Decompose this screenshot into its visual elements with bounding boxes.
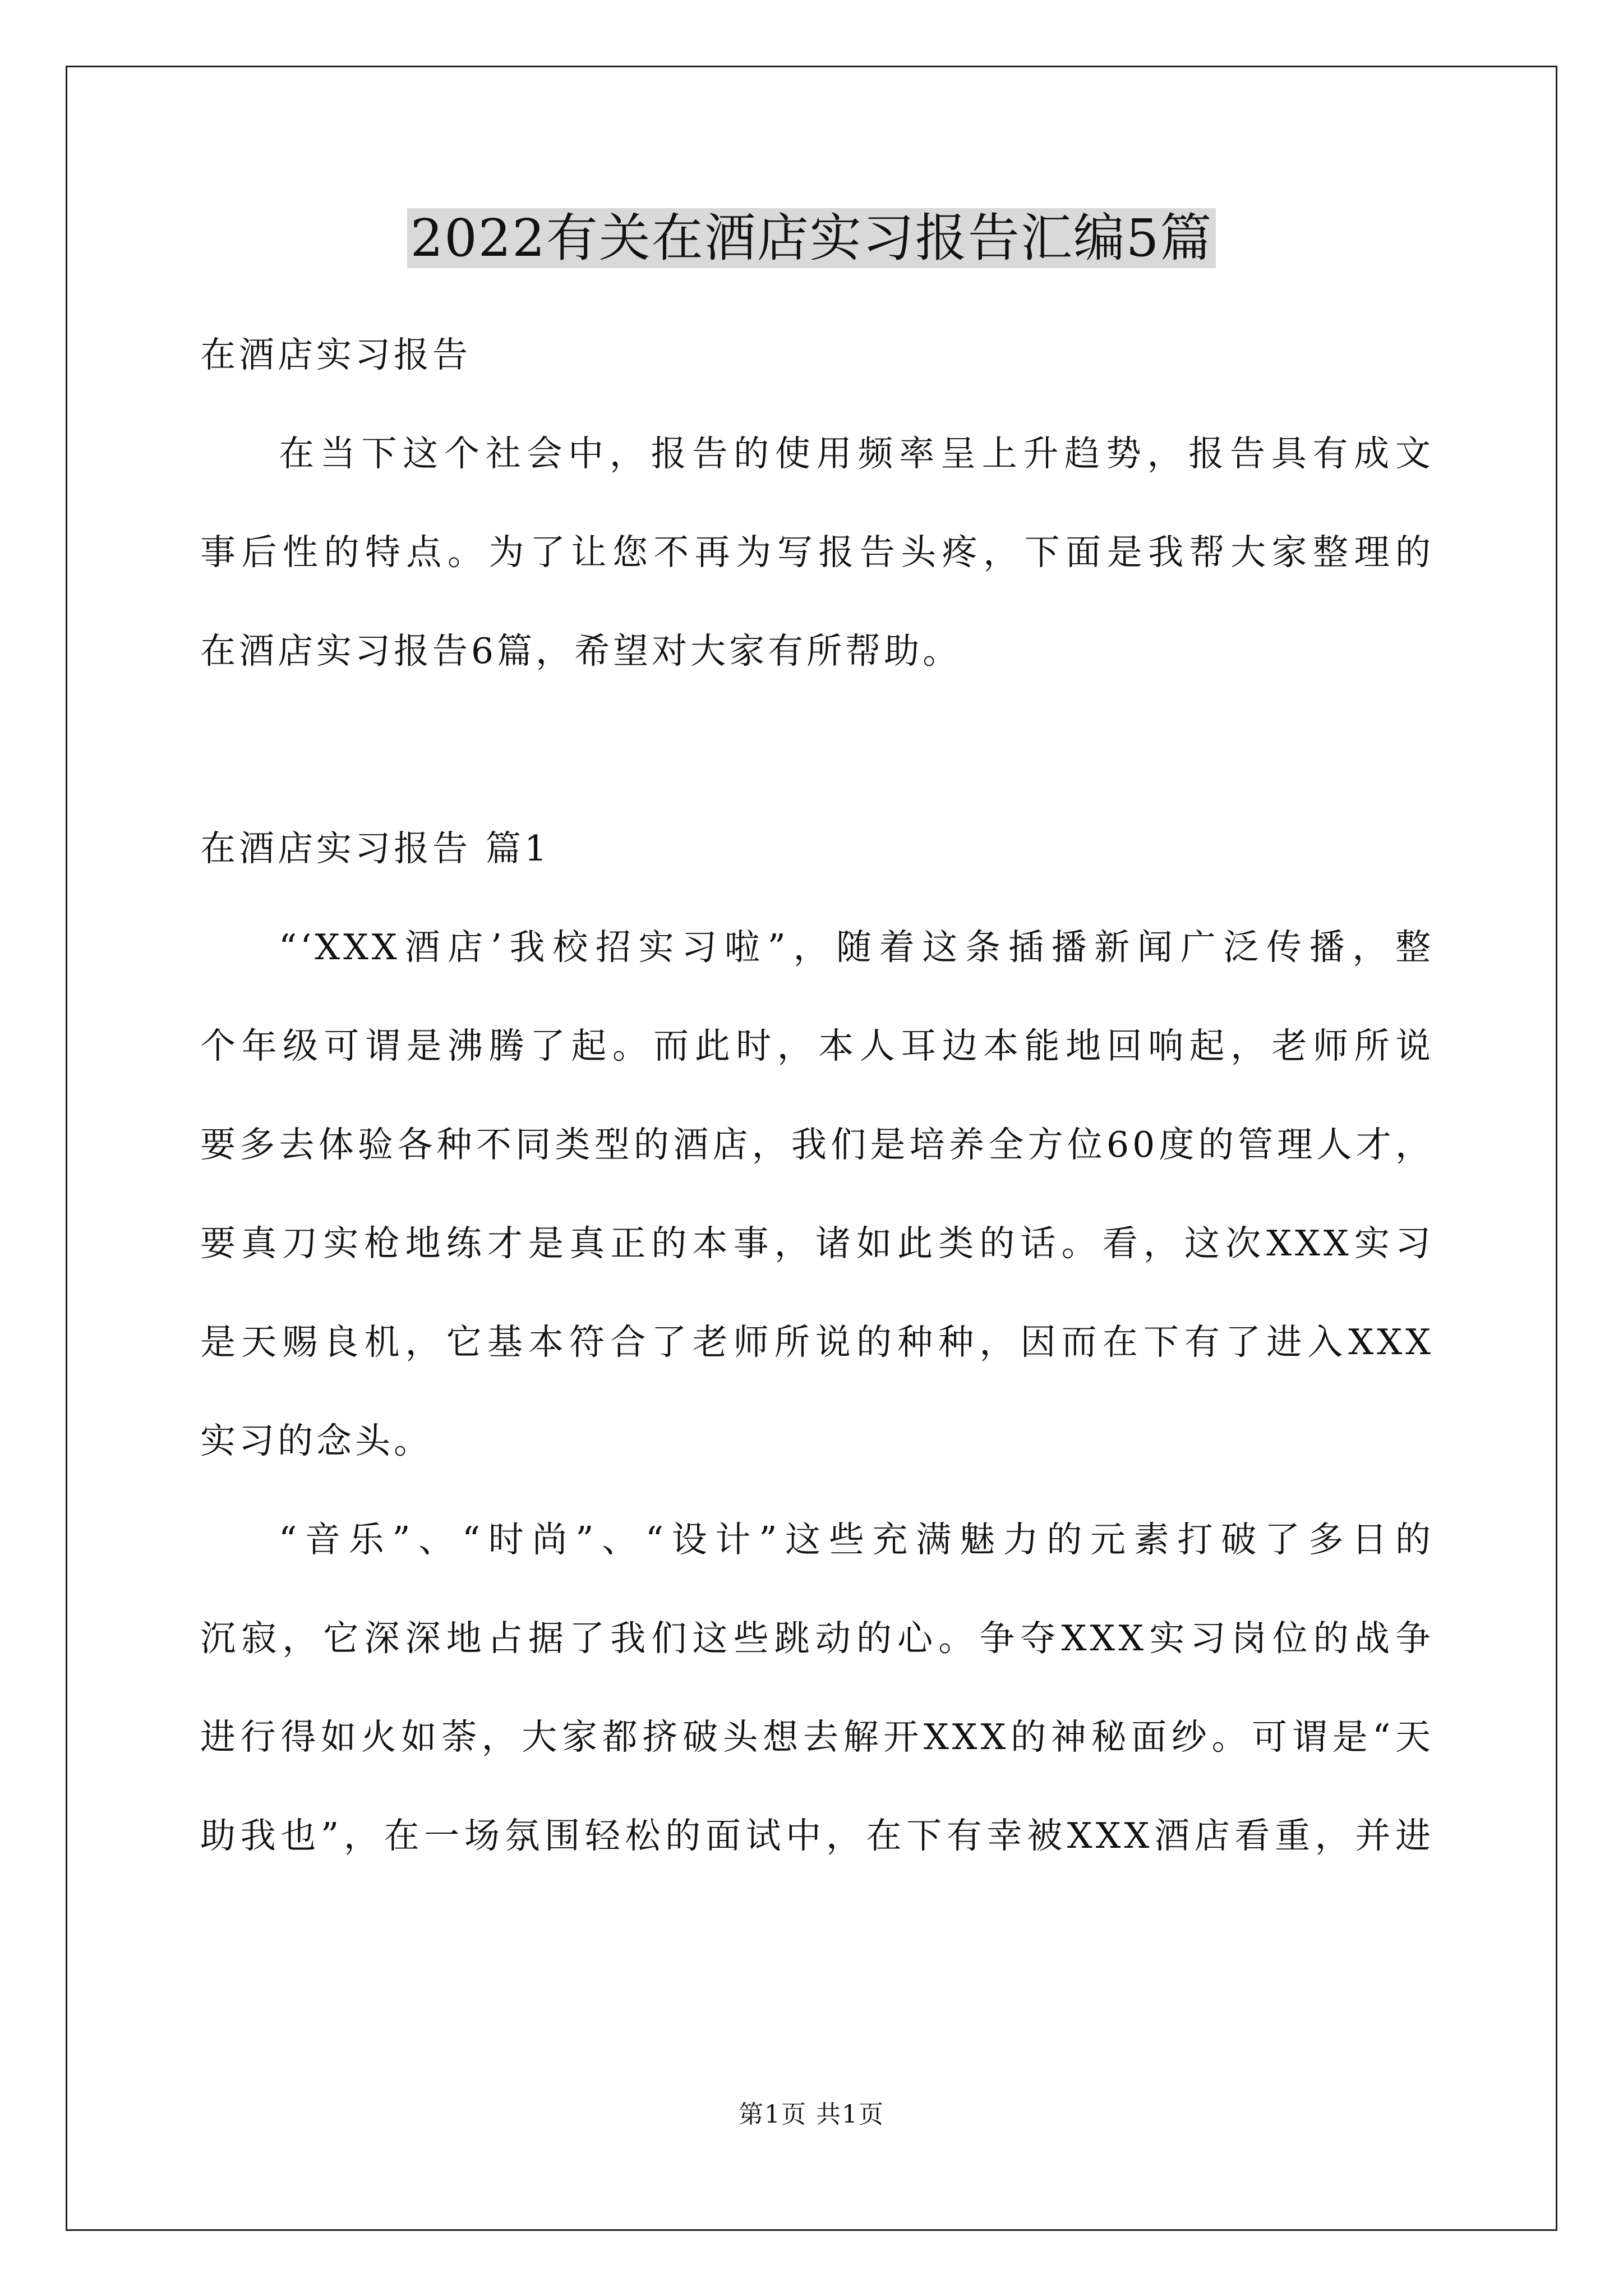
- paragraph-line: 沉寂，它深深地占据了我们这些跳动的心。争夺XXX实习岗位的战争: [200, 1618, 1434, 1659]
- paragraph-line: 事后性的特点。为了让您不再为写报告头疼，下面是我帮大家整理的: [200, 532, 1434, 573]
- blank-line: [200, 701, 1434, 799]
- section-heading: 在酒店实习报告: [200, 334, 471, 375]
- document-body: [200, 306, 1434, 1885]
- paragraph-line: 是天赐良机，它基本符合了老师所说的种种，因而在下有了进入XXX: [200, 1322, 1434, 1363]
- paragraph-line: 要真刀实枪地练才是真正的本事，诸如此类的话。看，这次XXX实习: [200, 1223, 1434, 1264]
- paragraph-line: “‘XXX酒店’我校招实习啦”，随着这条插播新闻广泛传播，整: [279, 927, 1434, 968]
- paragraph-line: 在酒店实习报告6篇，希望对大家有所帮助。: [200, 631, 962, 671]
- page-number: 第1页 共1页: [739, 2100, 884, 2129]
- paragraph-line: 助我也”，在一场氛围轻松的面试中，在下有幸被XXX酒店看重，并进: [200, 1815, 1434, 1856]
- document-title-text: 2022有关在酒店实习报告汇编5篇: [407, 208, 1216, 268]
- paragraph-line: “音乐”、“时尚”、“设计”这些充满魅力的元素打破了多日的: [279, 1519, 1434, 1560]
- paragraph-line: 在当下这个社会中，报告的使用频率呈上升趋势，报告具有成文: [279, 433, 1434, 474]
- section-heading: 在酒店实习报告 篇1: [200, 828, 551, 869]
- document-title: [0, 202, 1623, 275]
- page-footer: [0, 2098, 1623, 2132]
- paragraph-line: 要多去体验各种不同类型的酒店，我们是培养全方位60度的管理人才，: [200, 1124, 1434, 1165]
- paragraph-line: 实习的念头。: [200, 1420, 432, 1461]
- paragraph-line: 个年级可谓是沸腾了起。而此时，本人耳边本能地回响起，老师所说: [200, 1025, 1434, 1066]
- paragraph-line: 进行得如火如荼，大家都挤破头想去解开XXX的神秘面纱。可谓是“天: [200, 1717, 1434, 1757]
